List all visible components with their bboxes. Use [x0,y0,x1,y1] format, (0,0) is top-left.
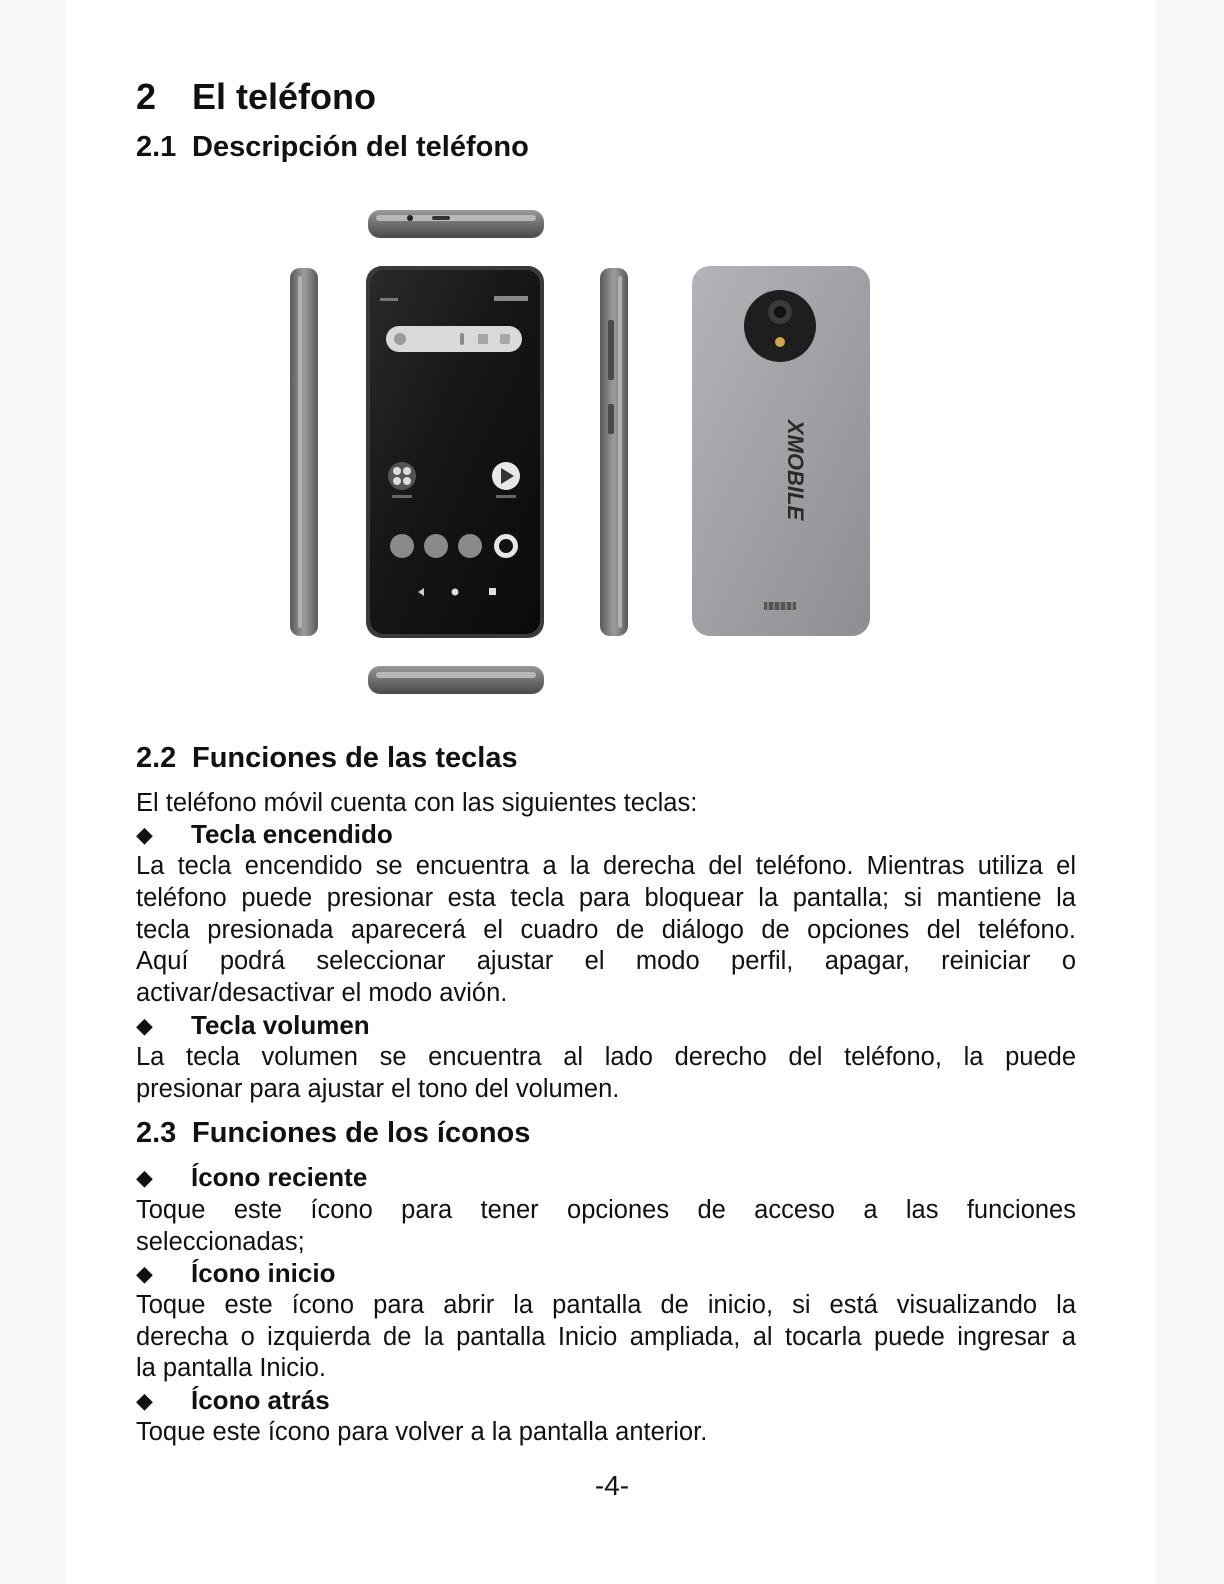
body-line: presionar para ajustar el tono del volumen. [136,1075,620,1103]
section-2-2-intro: El teléfono móvil cuenta con las siguientes teclas: [136,789,698,817]
body-line: la pantalla Inicio. [136,1354,326,1382]
page-number: -4- [594,1470,630,1501]
volume-key [608,320,614,380]
bullet-heading [136,1010,370,1041]
section-title: Descripción del teléfono [192,131,529,163]
bullet-heading [136,819,393,850]
section-2-2-heading [136,742,518,775]
body-line: La tecla volumen se encuentra al lado derecho del teléfono, la puede [136,1043,1076,1071]
diamond-bullet-icon: ◆ [136,1013,153,1038]
body-line: tecla presionada aparecerá el cuadro de diálogo de opciones del teléfono. [136,916,1076,944]
bullet-title: Tecla volumen [191,1010,370,1040]
bullet-title: Ícono reciente [191,1162,368,1192]
section-number: 2.1 [136,131,177,163]
phone-left-side-view [290,268,318,636]
section-number: 2.3 [136,1117,177,1149]
section-2-3-heading [136,1117,530,1150]
phone-app-icon [390,534,414,558]
diamond-bullet-icon: ◆ [136,1165,153,1190]
chapter-number: 2 [136,76,157,117]
power-key [608,404,614,434]
bullet-title: Ícono inicio [191,1258,336,1288]
home-nav-icon [452,589,459,596]
xmobile-logo [783,418,808,522]
body-line: Toque este ícono para abrir la pantalla de inicio, si está visualizando la [136,1291,1076,1319]
diamond-bullet-icon: ◆ [136,1388,153,1413]
body-line: Toque este ícono para tener opciones de acceso a las funciones [136,1196,1076,1224]
body-line: derecha o izquierda de la pantalla Inicio ampliada, al tocarla puede ingresar a [136,1323,1076,1351]
phone-front-view [366,266,544,638]
chrome-app-icon [458,534,482,558]
bullet-title: Tecla encendido [191,819,393,849]
svg-text:XMOBILE: XMOBILE [783,419,808,521]
body-line: Toque este ícono para volver a la pantalla anterior. [136,1418,708,1446]
chapter-heading [136,76,376,118]
phone-top-edge-view [368,210,544,238]
section-number: 2.2 [136,742,177,774]
mic-icon [460,333,464,345]
lens-icon [478,334,488,344]
diamond-bullet-icon: ◆ [136,822,153,847]
bullet-heading [136,1258,335,1289]
section-title: Funciones de los íconos [192,1117,531,1149]
google-g-icon [394,333,406,345]
phone-views-figure [250,190,910,710]
flash-icon [775,337,785,347]
body-line: Aquí podrá seleccionar ajustar el modo perfil, apagar, reiniciar o [136,947,1076,975]
recents-nav-icon [489,588,496,595]
section-2-1-heading [136,131,529,164]
bullet-heading [136,1162,367,1193]
diamond-bullet-icon: ◆ [136,1261,153,1286]
phone-bottom-edge-view [368,666,544,694]
body-line: La tecla encendido se encuentra a la derecha del teléfono. Mientras utiliza el [136,852,1076,880]
section-title: Funciones de las teclas [192,742,518,774]
body-line: teléfono puede presionar esta tecla para bloquear la pantalla; si mantiene la [136,884,1076,912]
phone-back-view [692,266,870,636]
phone-right-side-view [600,268,628,636]
messages-app-icon [424,534,448,558]
body-line: activar/desactivar el modo avión. [136,979,508,1007]
chapter-title: El teléfono [192,76,377,117]
bullet-heading [136,1385,330,1416]
bullet-title: Ícono atrás [191,1385,330,1415]
body-line: seleccionadas; [136,1228,305,1256]
